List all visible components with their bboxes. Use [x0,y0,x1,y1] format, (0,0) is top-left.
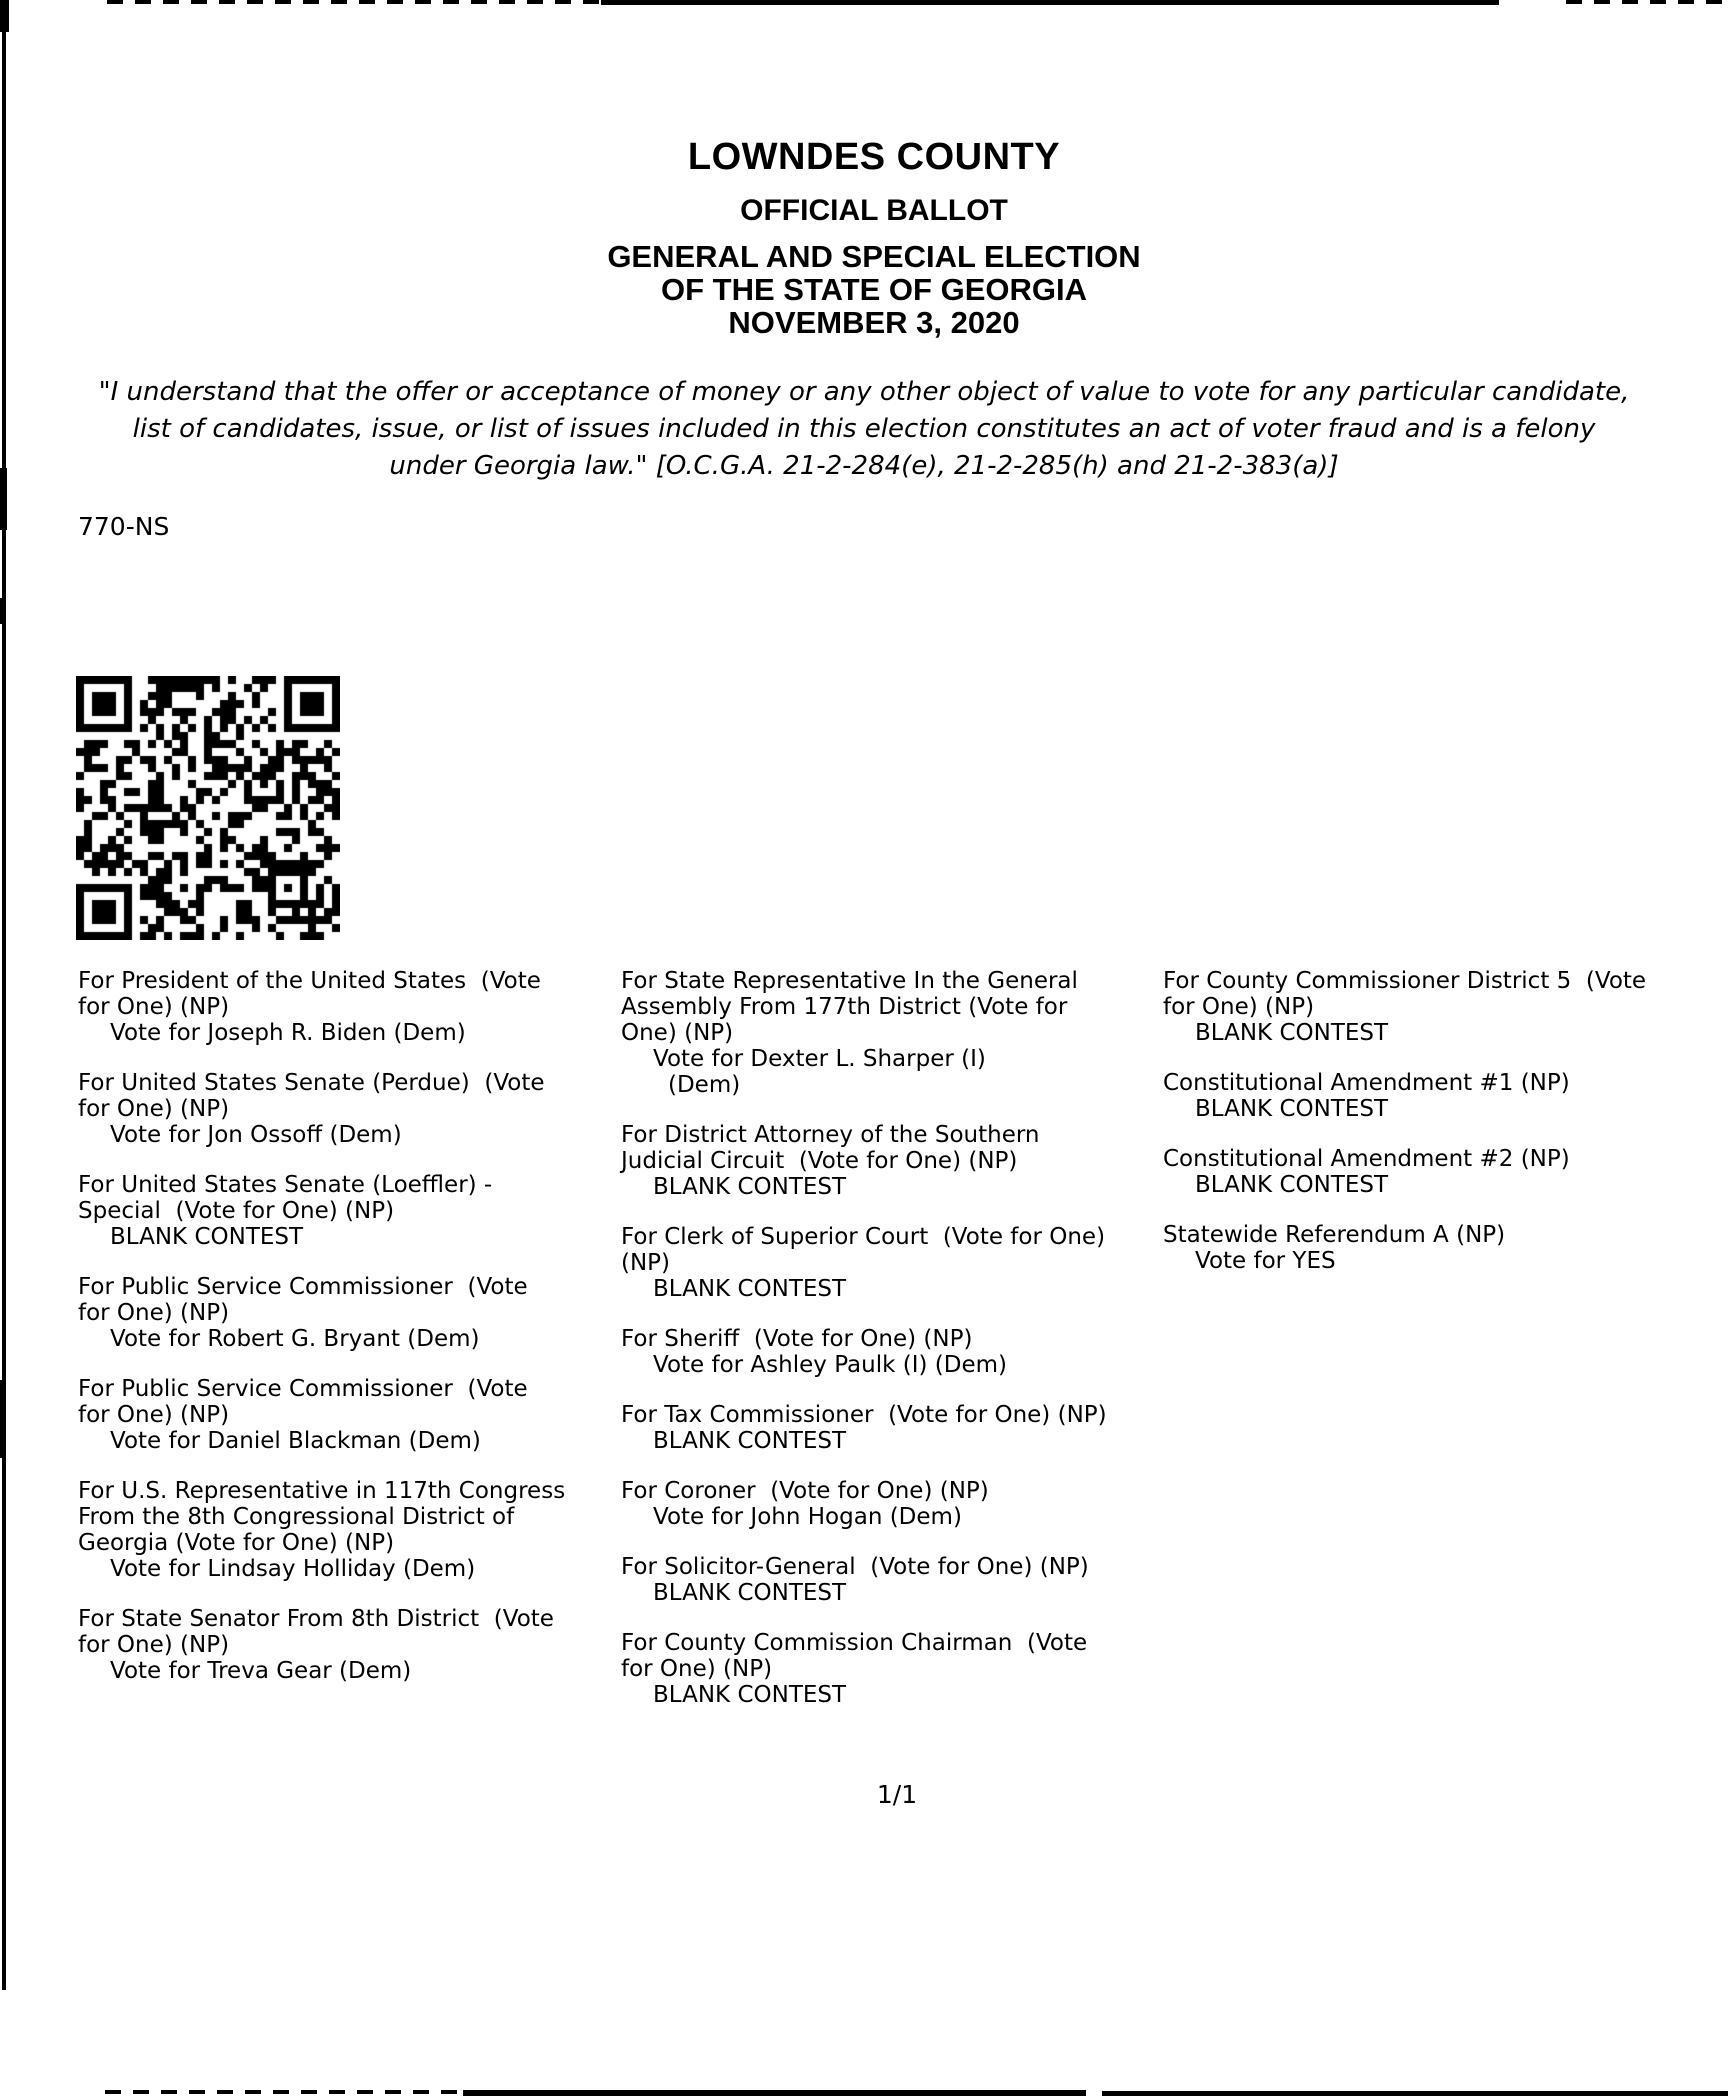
contest-block [78,1376,618,1454]
contest-line: BLANK CONTEST [653,1174,847,1200]
contest-line: Vote for John Hogan (Dem) [653,1504,962,1530]
contest-line: Vote for Joseph R. Biden (Dem) [110,1020,466,1046]
contest-line: For Solicitor-General (Vote for One) (NP) [621,1554,1089,1580]
scan-artifact-top-dashed-right [1566,0,1728,4]
voter-fraud-notice-line: "I understand that the offer or acceptance of money or any other object of value to vote for any particular candidate, [98,377,1630,407]
contest-block [1163,1146,1728,1198]
contest-line: for One) (NP) [1163,994,1315,1020]
scan-artifact-top-dashed-left [107,0,606,4]
contest-line: BLANK CONTEST [653,1682,847,1708]
contest-line: BLANK CONTEST [1195,1172,1389,1198]
contest-line: Vote for Treva Gear (Dem) [110,1658,412,1684]
contest-line: For Clerk of Superior Court (Vote for One) [621,1224,1106,1250]
scan-artifact-bottom-dashed [105,2090,463,2094]
contest-block [78,968,618,1046]
contest-line: Constitutional Amendment #2 (NP) [1163,1146,1570,1172]
contest-line: Special (Vote for One) (NP) [78,1198,395,1224]
scan-artifact-blob [0,468,7,530]
contest-line: Vote for YES [1195,1248,1336,1274]
contest-column-2 [621,968,1169,1732]
contest-line: Vote for Robert G. Bryant (Dem) [110,1326,480,1352]
contest-line: For Tax Commissioner (Vote for One) (NP) [621,1402,1107,1428]
contest-line: From the 8th Congressional District of [78,1504,515,1530]
contest-line: Judicial Circuit (Vote for One) (NP) [621,1148,1018,1174]
contest-line: BLANK CONTEST [653,1580,847,1606]
scan-artifact-bottom-solid-left [463,2090,1086,2096]
contest-line: For District Attorney of the Southern [621,1122,1040,1148]
contest-line: for One) (NP) [78,1096,230,1122]
voter-fraud-notice-line: under Georgia law." [O.C.G.A. 21-2-284(e), 21-2-285(h) and 21-2-383(a)] [389,451,1339,481]
contest-line: for One) (NP) [78,1402,230,1428]
contest-block [1163,1070,1728,1122]
contest-line: For State Senator From 8th District (Vote [78,1606,554,1632]
contest-line: Vote for Jon Ossoff (Dem) [110,1122,402,1148]
contest-block [78,1274,618,1352]
scan-artifact-top-solid [601,0,1499,5]
contest-line: For United States Senate (Loeffler) - [78,1172,493,1198]
contest-line: Assembly From 177th District (Vote for [621,994,1068,1020]
contest-line: For United States Senate (Perdue) (Vote [78,1070,545,1096]
contest-block [78,1606,618,1684]
scan-artifact-left-line [2,0,6,1990]
contest-line: BLANK CONTEST [653,1276,847,1302]
contest-line: BLANK CONTEST [653,1428,847,1454]
contest-line: For Sheriff (Vote for One) (NP) [621,1326,973,1352]
contest-line: Statewide Referendum A (NP) [1163,1222,1506,1248]
contest-line: (NP) [621,1250,671,1276]
contest-line: Vote for Dexter L. Sharper (I) [653,1046,986,1072]
contest-line: Vote for Lindsay Holliday (Dem) [110,1556,476,1582]
contest-block [621,968,1169,1098]
contest-line: For Public Service Commissioner (Vote [78,1274,528,1300]
contest-block [78,1478,618,1582]
scan-artifact-blob [0,1380,6,1458]
contest-block [621,1554,1169,1606]
qr-code-icon [76,676,340,940]
contest-line: BLANK CONTEST [1195,1020,1389,1046]
contest-block [621,1630,1169,1708]
county-title: LOWNDES COUNTY [687,136,1061,178]
election-title-line: GENERAL AND SPECIAL ELECTION [607,239,1141,274]
contest-block [621,1122,1169,1200]
contest-line: for One) (NP) [78,1300,230,1326]
election-title-line: OF THE STATE OF GEORGIA [661,272,1087,307]
scan-artifact-blob [0,598,5,624]
contest-block [621,1326,1169,1378]
contest-column-1 [78,968,618,1708]
contest-line: BLANK CONTEST [1195,1096,1389,1122]
contest-block [1163,968,1728,1046]
contest-line: For County Commission Chairman (Vote [621,1630,1088,1656]
contest-line: For Public Service Commissioner (Vote [78,1376,528,1402]
contest-line: For Coroner (Vote for One) (NP) [621,1478,989,1504]
contest-line: BLANK CONTEST [110,1224,304,1250]
contest-column-3 [1163,968,1728,1298]
contest-line: For County Commissioner District 5 (Vote [1163,968,1647,994]
scan-artifact-blob [0,0,9,32]
contest-line: One) (NP) [621,1020,734,1046]
contest-line: For President of the United States (Vote [78,968,541,994]
election-date: NOVEMBER 3, 2020 [728,305,1020,340]
contest-line: For State Representative In the General [621,968,1078,994]
contest-block [78,1172,618,1250]
page-number: 1/1 [876,1780,918,1809]
contest-line: Georgia (Vote for One) (NP) [78,1530,395,1556]
ballot-type-title: OFFICIAL BALLOT [740,194,1008,227]
election-title [20,240,1728,339]
precinct-code: 770-NS [78,512,170,541]
contest-line: (Dem) [668,1072,741,1098]
contest-line: For U.S. Representative in 117th Congress [78,1478,566,1504]
contest-line: for One) (NP) [621,1656,773,1682]
contest-block [621,1224,1169,1302]
voter-fraud-notice [20,374,1708,485]
contest-block [621,1402,1169,1454]
scan-artifact-bottom-solid-right [1102,2091,1728,2096]
contest-line: Vote for Ashley Paulk (I) (Dem) [653,1352,1007,1378]
contest-block [78,1070,618,1148]
contest-block [621,1478,1169,1530]
contest-line: for One) (NP) [78,994,230,1020]
contest-line: Vote for Daniel Blackman (Dem) [110,1428,481,1454]
contest-block [1163,1222,1728,1274]
contest-line: for One) (NP) [78,1632,230,1658]
voter-fraud-notice-line: list of candidates, issue, or list of issues included in this election constitutes an act of voter fraud and is a felony [132,414,1596,444]
contest-line: Constitutional Amendment #1 (NP) [1163,1070,1570,1096]
